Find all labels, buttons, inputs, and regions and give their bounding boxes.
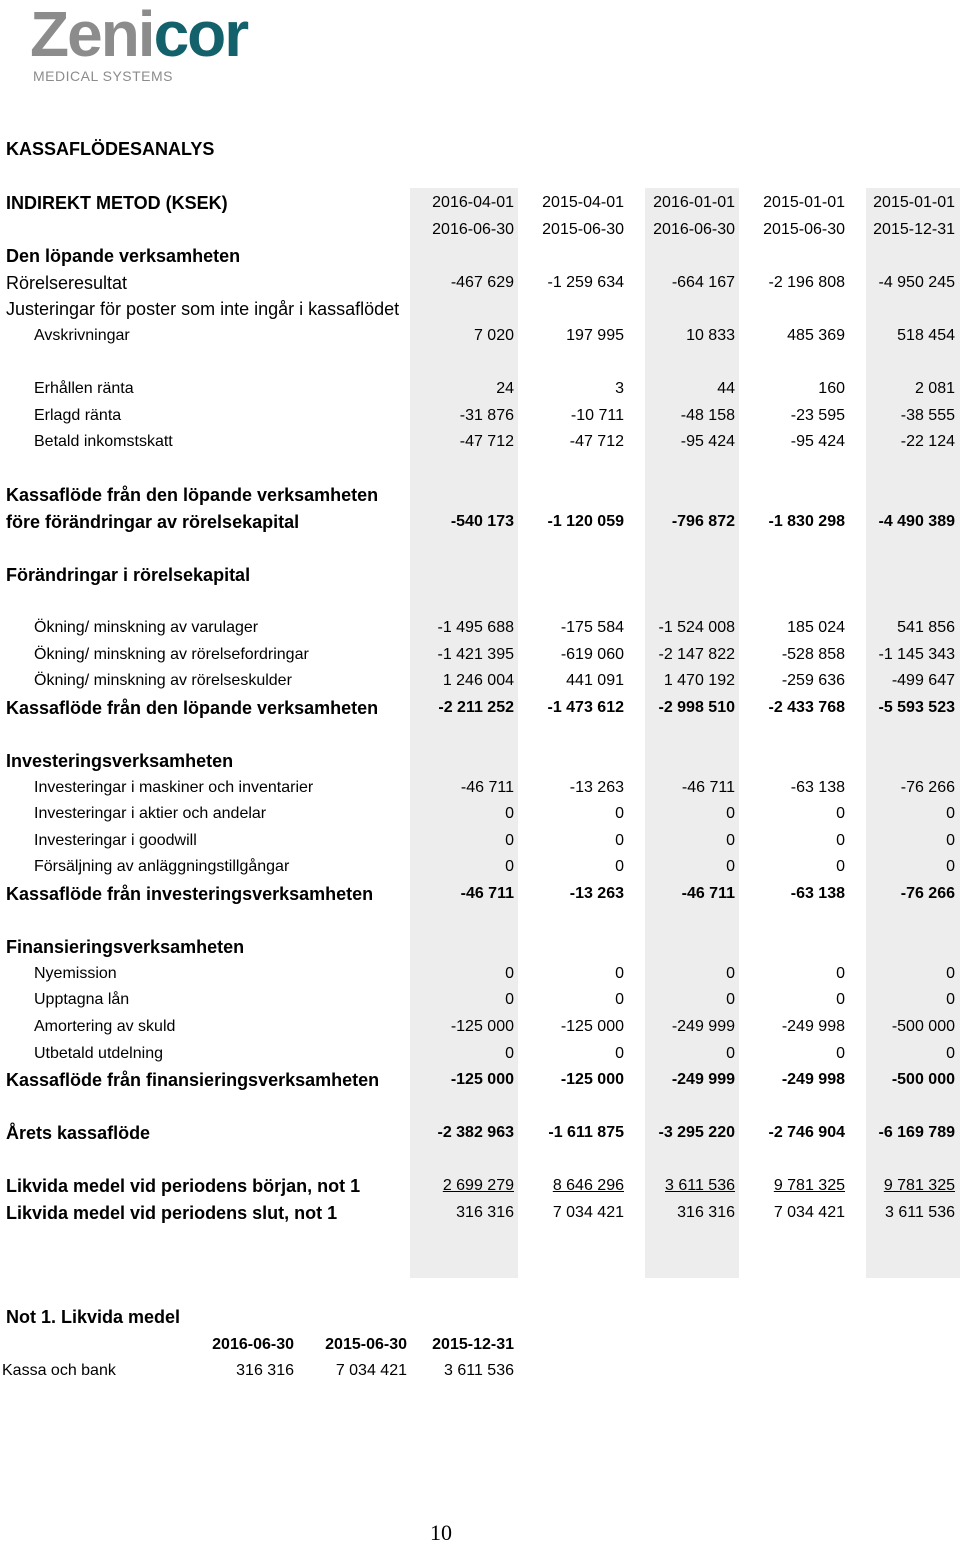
row-label: Kassaflöde från investeringsverksamheten	[6, 884, 374, 904]
row-value: -2 746 904	[768, 1124, 845, 1141]
row-value: -175 584	[560, 619, 624, 636]
note-title: Not 1. Likvida medel	[6, 1307, 181, 1327]
row-value: -95 424	[680, 433, 735, 450]
header-col-end: 2015-06-30	[542, 221, 624, 238]
row-value: 7 034 421	[552, 1204, 624, 1221]
row-value: -6 169 789	[878, 1124, 955, 1141]
row-value: -1 495 688	[437, 619, 514, 636]
note-value: 316 316	[236, 1362, 294, 1379]
row-value: 0	[726, 858, 735, 875]
row-value: -619 060	[560, 646, 624, 663]
row-value: -2 211 252	[438, 699, 514, 716]
table-row	[0, 270, 960, 296]
note-header-row	[0, 1332, 960, 1358]
row-label: Utbetald utdelning	[34, 1045, 163, 1062]
row-value: 2 699 279	[442, 1177, 514, 1194]
logo-wordmark: Zenicor	[30, 0, 248, 70]
row-value: 541 856	[897, 619, 955, 636]
row-value: -125 000	[560, 1018, 624, 1035]
row-value: 3 611 536	[885, 1204, 955, 1221]
row-label: Förändringar i rörelsekapital	[6, 565, 251, 585]
table-row	[0, 961, 960, 987]
note-row-label: Kassa och bank	[2, 1362, 116, 1379]
row-value: -63 138	[790, 779, 845, 796]
row-value: -259 636	[781, 672, 845, 689]
row-value: 9 781 325	[773, 1177, 845, 1194]
row-value: -249 998	[781, 1071, 845, 1088]
row-value: -1 524 008	[658, 619, 735, 636]
row-value: -499 647	[891, 672, 955, 689]
row-value: 24	[496, 380, 514, 397]
row-value: 7 034 421	[773, 1204, 845, 1221]
row-value: 7 020	[473, 327, 514, 344]
row-value: -4 490 389	[878, 513, 955, 530]
row-value: -38 555	[900, 407, 955, 424]
row-value: -1 830 298	[768, 513, 845, 530]
row-value: 197 995	[566, 327, 624, 344]
row-value: -2 998 510	[658, 699, 735, 716]
row-label: Ökning/ minskning av rörelseskulder	[34, 672, 292, 689]
row-value: 9 781 325	[883, 1177, 955, 1194]
row-value: 316 316	[456, 1204, 514, 1221]
row-value: -23 595	[790, 407, 845, 424]
table-row	[0, 1120, 960, 1146]
row-value: -3 295 220	[658, 1124, 735, 1141]
table-row	[0, 482, 960, 508]
column-shade-5	[866, 188, 960, 1278]
note-col-header: 2015-12-31	[432, 1336, 514, 1353]
row-label: Rörelseresultat	[6, 273, 128, 293]
row-value: -664 167	[671, 274, 735, 291]
row-value: -2 382 963	[437, 1124, 514, 1141]
row-value: -249 998	[781, 1018, 845, 1035]
row-label: Investeringar i goodwill	[34, 832, 197, 849]
table-row	[0, 1041, 960, 1067]
row-value: 0	[726, 805, 735, 822]
table-row	[0, 668, 960, 694]
row-value: -528 858	[781, 646, 845, 663]
row-value: 0	[836, 858, 845, 875]
row-value: -2 196 808	[768, 274, 845, 291]
table-row	[0, 429, 960, 455]
row-value: 316 316	[677, 1204, 735, 1221]
row-value: -10 711	[570, 407, 624, 424]
table-row	[0, 509, 960, 535]
table-row	[0, 615, 960, 641]
row-value: -125 000	[560, 1071, 624, 1088]
table-row	[0, 881, 960, 907]
row-label: Likvida medel vid periodens slut, not 1	[6, 1203, 338, 1223]
page-number: 10	[430, 1520, 452, 1545]
row-value: 1 246 004	[442, 672, 514, 689]
row-value: 0	[615, 805, 624, 822]
row-value: -249 999	[671, 1071, 735, 1088]
column-shade-3	[645, 188, 739, 1278]
row-value: 0	[946, 991, 955, 1008]
table-row	[0, 828, 960, 854]
table-row	[0, 296, 960, 322]
row-label: Likvida medel vid periodens början, not 1	[6, 1176, 361, 1196]
row-value: -125 000	[450, 1018, 514, 1035]
table-row	[0, 243, 960, 269]
row-value: -46 711	[460, 885, 514, 902]
row-value: 0	[615, 965, 624, 982]
header-col-end: 2016-06-30	[432, 221, 514, 238]
row-value: -1 611 875	[548, 1124, 624, 1141]
row-value: -76 266	[900, 779, 955, 796]
row-value: -4 950 245	[878, 274, 955, 291]
row-label: Ökning/ minskning av varulager	[34, 619, 259, 636]
row-value: -249 999	[671, 1018, 735, 1035]
row-value: -47 712	[459, 433, 514, 450]
row-value: 0	[836, 832, 845, 849]
row-value: -1 120 059	[547, 513, 624, 530]
header-col-start: 2015-01-01	[873, 194, 955, 211]
row-value: -540 173	[450, 513, 514, 530]
header-col-start: 2015-01-01	[763, 194, 845, 211]
row-value: 2 081	[914, 380, 955, 397]
row-label: Justeringar för poster som inte ingår i kassaflödet	[6, 299, 400, 319]
row-label: Erhållen ränta	[34, 380, 134, 397]
logo-subtitle: MEDICAL SYSTEMS	[33, 68, 174, 84]
row-label: Finansieringsverksamheten	[6, 937, 245, 957]
table-row	[0, 934, 960, 960]
row-value: 0	[836, 1045, 845, 1062]
row-value: 44	[717, 380, 735, 397]
header-col-end: 2015-06-30	[763, 221, 845, 238]
row-value: -46 711	[460, 779, 514, 796]
table-row	[0, 1014, 960, 1040]
row-value: 0	[726, 965, 735, 982]
note-col-header: 2016-06-30	[212, 1336, 294, 1353]
row-value: 8 646 296	[552, 1177, 624, 1194]
row-label: Nyemission	[34, 965, 117, 982]
header-row-start	[0, 190, 960, 216]
row-value: -1 145 343	[878, 646, 955, 663]
row-value: -2 433 768	[768, 699, 845, 716]
note-row	[0, 1358, 960, 1384]
row-label: Amortering av skuld	[34, 1018, 176, 1035]
table-row	[0, 642, 960, 668]
table-row	[0, 775, 960, 801]
row-label: Investeringsverksamheten	[6, 751, 234, 771]
row-value: 0	[946, 1045, 955, 1062]
row-label: Upptagna lån	[34, 991, 130, 1008]
header-col-end: 2016-06-30	[653, 221, 735, 238]
row-label: Den löpande verksamheten	[6, 246, 241, 266]
row-value: 0	[505, 965, 514, 982]
row-value: 0	[726, 1045, 735, 1062]
row-value: 0	[836, 991, 845, 1008]
row-label: före förändringar av rörelsekapital	[6, 512, 300, 532]
header-col-start: 2016-04-01	[432, 194, 514, 211]
table-row	[0, 376, 960, 402]
row-value: -63 138	[790, 885, 845, 902]
row-value: -1 473 612	[547, 699, 624, 716]
row-value: -31 876	[459, 407, 514, 424]
row-label: Försäljning av anläggningstillgångar	[34, 858, 290, 875]
row-value: 1 470 192	[663, 672, 735, 689]
row-value: -13 263	[569, 885, 624, 902]
row-value: 0	[946, 805, 955, 822]
row-label: Avskrivningar	[34, 327, 130, 344]
row-value: 0	[505, 858, 514, 875]
row-value: 0	[726, 991, 735, 1008]
row-value: 0	[836, 965, 845, 982]
row-value: -500 000	[891, 1071, 955, 1088]
row-value: -796 872	[671, 513, 735, 530]
row-value: -95 424	[790, 433, 845, 450]
row-value: -1 421 395	[437, 646, 514, 663]
header-col-end: 2015-12-31	[873, 221, 955, 238]
table-row	[0, 1200, 960, 1226]
row-value: 0	[505, 991, 514, 1008]
row-value: 0	[946, 965, 955, 982]
row-value: 485 369	[787, 327, 845, 344]
row-value: 441 091	[566, 672, 624, 689]
row-value: -1 259 634	[547, 274, 624, 291]
row-value: 0	[726, 832, 735, 849]
header-col-start: 2015-04-01	[542, 194, 624, 211]
column-shade-1	[410, 188, 518, 1278]
row-value: -125 000	[450, 1071, 514, 1088]
table-row	[0, 1173, 960, 1199]
row-label: Erlagd ränta	[34, 407, 122, 424]
header-row-end	[0, 217, 960, 243]
row-value: 0	[505, 805, 514, 822]
row-value: 0	[946, 858, 955, 875]
table-row	[0, 987, 960, 1013]
table-row	[0, 748, 960, 774]
row-value: 160	[818, 380, 845, 397]
table-row	[0, 854, 960, 880]
note-value: 7 034 421	[335, 1362, 407, 1379]
row-value: 0	[615, 858, 624, 875]
row-value: -22 124	[900, 433, 955, 450]
table-row	[0, 801, 960, 827]
row-label: Kassaflöde från finansieringsverksamheten	[6, 1070, 380, 1090]
row-value: -13 263	[569, 779, 624, 796]
row-label: Kassaflöde från den löpande verksamheten	[6, 698, 379, 718]
row-label: Betald inkomstskatt	[34, 433, 173, 450]
row-value: 0	[505, 1045, 514, 1062]
row-label: Årets kassaflöde	[6, 1123, 151, 1143]
table-row	[0, 403, 960, 429]
row-value: 185 024	[787, 619, 845, 636]
row-value: -48 158	[680, 407, 735, 424]
row-label: Investeringar i maskiner och inventarier	[34, 779, 314, 796]
row-value: 10 833	[686, 327, 735, 344]
row-label: Ökning/ minskning av rörelsefordringar	[34, 646, 309, 663]
header-label: INDIREKT METOD (KSEK)	[6, 193, 228, 213]
row-label: Kassaflöde från den löpande verksamheten	[6, 485, 379, 505]
row-value: 0	[836, 805, 845, 822]
row-value: 518 454	[897, 327, 955, 344]
row-value: -76 266	[900, 885, 955, 902]
row-value: 3	[615, 380, 624, 397]
company-logo	[30, 2, 247, 84]
row-value: 3 611 536	[665, 1177, 735, 1194]
row-value: 0	[615, 1045, 624, 1062]
row-value: -47 712	[569, 433, 624, 450]
table-row	[0, 562, 960, 588]
row-value: -2 147 822	[658, 646, 735, 663]
note-value: 3 611 536	[444, 1362, 514, 1379]
row-value: 0	[505, 832, 514, 849]
row-label: Investeringar i aktier och andelar	[34, 805, 267, 822]
row-value: -46 711	[681, 885, 735, 902]
row-value: 0	[615, 991, 624, 1008]
row-value: -500 000	[891, 1018, 955, 1035]
row-value: -5 593 523	[878, 699, 955, 716]
row-value: -46 711	[681, 779, 735, 796]
table-row	[0, 323, 960, 349]
header-col-start: 2016-01-01	[653, 194, 735, 211]
row-value: 0	[615, 832, 624, 849]
page-title: KASSAFLÖDESANALYS	[6, 139, 215, 159]
note-col-header: 2015-06-30	[325, 1336, 407, 1353]
table-row	[0, 695, 960, 721]
row-value: 0	[946, 832, 955, 849]
table-row	[0, 1067, 960, 1093]
row-value: -467 629	[450, 274, 514, 291]
